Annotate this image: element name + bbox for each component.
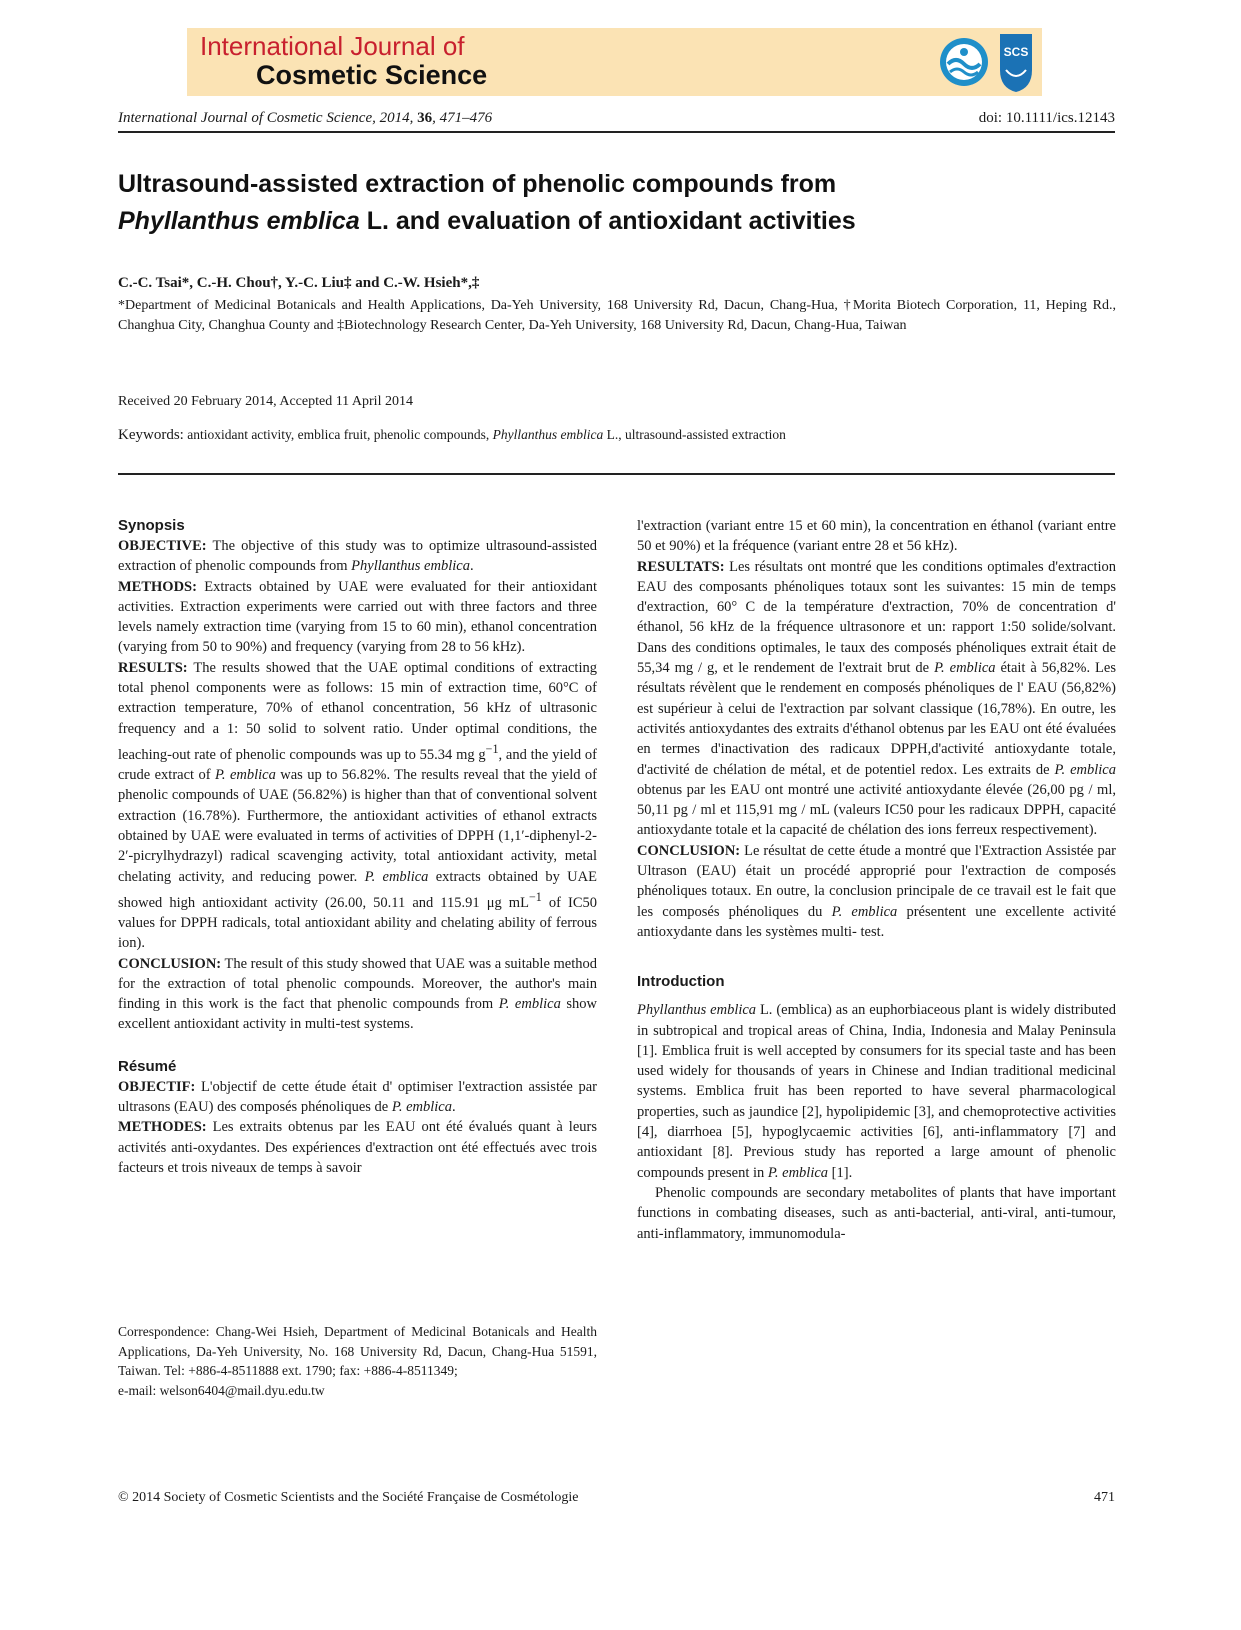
resume-methodes-cont: l'extraction (variant entre 15 et 60 min), la concentration en éthanol (variant entre 50 et 90%) et la fréquence (variant entre 28 et 56 kHz). bbox=[637, 518, 1116, 555]
introduction-paragraph-2: Phenolic compounds are secondary metabolites of plants that have important functions in combating diseases, such as anti-bacterial, anti-viral, anti-tumour, anti-inflammatory, immunomodula- bbox=[637, 1184, 1116, 1242]
copyright-footer: © 2014 Society of Cosmetic Scientists and the Société Française de Cosmétologie bbox=[118, 1490, 579, 1505]
resume-conclusion: CONCLUSION: Le résultat de cette étude a montré que l'Extraction Assistée par Ultrason (EAU) était un procédé approprié pour l'extraction de composés phénoliques totaux. En outre, la conclusion principale de ce travail est le fait que les composés phénoliques du P. emblica présentent une excellente activité antioxydante dans les systèmes multi- test. bbox=[637, 842, 1116, 940]
affiliations: *Department of Medicinal Botanicals and Health Applications, Da-Yeh University, 168 University Rd, Dacun, Chang-Hua, †Morita Biotech Corporation, 11, Heping Rd., Changhua City, Changhua County and ‡Biotechnology Research Center, Da-Yeh University, 168 University Rd, Dacun, Chang-Hua, Taiwan bbox=[118, 298, 1116, 333]
received-date: Received 20 February 2014, Accepted 11 April 2014 bbox=[118, 394, 413, 409]
doi: doi: 10.1111/ics.12143 bbox=[978, 110, 1115, 126]
resume-objectif: OBJECTIF: L'objectif de cette étude était d' optimiser l'extraction assistée par ultrasons (EAU) des composés phénoliques de P. emblica. bbox=[118, 1078, 597, 1116]
right-column bbox=[637, 516, 1116, 1244]
introduction-heading: Introduction bbox=[637, 973, 725, 991]
resume-methodes: METHODES: Les extraits obtenus par les EAU ont été évalués quant à leurs activités anti-oxydantes. Des expériences d'extraction ont été effectués avec trois facteurs et trois niveaux de temps à savoir bbox=[118, 1119, 597, 1176]
journal-name-line2: Cosmetic Science bbox=[256, 60, 488, 90]
email-link[interactable]: e-mail: welson6404@mail.dyu.edu.tw bbox=[118, 1383, 325, 1399]
left-column bbox=[118, 516, 597, 1178]
introduction-paragraph-1: Phyllanthus emblica L. (emblica) as an euphorbiaceous plant is widely distributed in subtropical and tropical areas of China, India, Indonesia and Malay Peninsula [1]. Emblica fruit is well accepted by consumers for its special taste and has been used widely for thousands of years in Chinese and Indian traditional medicinal systems. Emblica fruit has been reported to have several pharmacological properties, such as jaundice [2], hypolipidemic [3], and chemoprotective activities [4], diarrhoea [5], hypoglycaemic activities [6], anti-inflammatory [7] and antioxidant [8]. Previous study has reported a large amount of phenolic compounds present in P. emblica [1]. bbox=[637, 1002, 1116, 1181]
authors: C.-C. Tsai*, C.-H. Chou†, Y.-C. Liu‡ and C.-W. Hsieh*,‡ bbox=[118, 275, 480, 291]
article-title: Ultrasound-assisted extraction of phenolic compounds from Phyllanthus emblica L. and evaluation of antioxidant activities bbox=[118, 170, 856, 235]
section-rule bbox=[118, 473, 1115, 475]
synopsis-conclusion: CONCLUSION: The result of this study showed that UAE was a suitable method for the extraction of total phenolic compounds. Moreover, the author's main finding in this work is the fact that phenolic compounds from P. emblica show excellent antioxidant activity in multi-test systems. bbox=[118, 955, 597, 1033]
running-header: International Journal of Cosmetic Science, 2014, 36, 471–476 bbox=[118, 110, 493, 126]
journal-name-line1: International Journal of bbox=[200, 31, 465, 61]
page-number: 471 bbox=[1094, 1490, 1115, 1505]
ifscc-logo-icon bbox=[940, 30, 1040, 94]
synopsis-objective: OBJECTIVE: The objective of this study was to optimize ultrasound-assisted extraction of phenolic compounds from Phyllanthus emblica. bbox=[118, 538, 597, 575]
synopsis-methods: METHODS: Extracts obtained by UAE were evaluated for their antioxidant activities. Extraction experiments were carried out with three factors and three levels namely extraction time (varying from 15 to 60 min), ethanol concentration (varying from 50 to 90%) and frequency (varying from 28 to 56 kHz). bbox=[118, 578, 597, 656]
synopsis-results: RESULTS: The results showed that the UAE optimal conditions of extracting total phenol components were as follows: 15 min of extraction time, 60°C of extraction temperature, 70% of ethanol concentration, 56 kHz of ultrasonic frequency and a 1: 50 solid to solvent ratio. Under optimal conditions, the leaching-out rate of phenolic compounds was up to 55.34 mg $g^{-1}$, and the yield of crude extract of P. emblica was up to 56.82%. The results reveal that the yield of phenolic compounds of UAE (56.82%) is higher than that of conventional solvent extraction (16.78%). Furthermore, the antioxidant activities of ethanol extracts obtained by UAE were evaluated in terms of activities of DPPH (1,1′-diphenyl-2-2′-picrylhydrazyl) radical scavenging activity, total antioxidant activity, metal chelating activity, and reducing power. P. emblica extracts obtained by UAE showed high antioxidant activity (26.00, 50.11 and 115.91 μg $mL^{-1}$ of IC50 values for DPPH radicals, total antioxidant ability and chelating ability of ferrous ion). bbox=[118, 659, 597, 952]
scs-shield-icon bbox=[1000, 34, 1032, 92]
svg-text:SCS: SCS bbox=[1003, 45, 1029, 59]
header-rule bbox=[118, 131, 1115, 133]
synopsis-heading: Synopsis bbox=[118, 517, 185, 534]
keywords: Keywords: antioxidant activity, emblica fruit, phenolic compounds, Phyllanthus emblica L., ultrasound-assisted extraction bbox=[118, 427, 786, 443]
resume-resultats: RESULTATS: Les résultats ont montré que les conditions optimales d'extraction EAU des composants phénoliques totaux sont les suivantes: 15 min de temps d'extraction, 60° C de la température d'extraction, 70% de concentration d' éthanol, 56 kHz de la fréquence ultrasonore et un: rapport 1:50 solide/solvant. Dans des conditions optimales, le taux des composés phénoliques extrait était de 55,34 mg / g, et le rendement de l'extrait brut de P. emblica était à 56,82%. Les résultats révèlent que le rendement en composés phénoliques de l' EAU (56,82%) est supérieur à celui de l'extraction par solvant classique (16,78%). En outre, les activités antioxydantes des extraits d'éthanol obtenus par les EAU ont été évaluées en termes d'inactivation des radicaux DPPH,d'activité antioxydante totale, d'activité de chélation de métal, et de potentiel redox. Les extraits de P. emblica obtenus par les EAU ont montré une activité antioxydante élevée (26,00 pg / ml, 50,11 pg / ml et 115,91 mg / mL (valeurs IC50 pour les radicaux DPPH, capacité antioxydante totale et la capacité de chélation des ions ferreux respectivement). bbox=[637, 558, 1116, 839]
correspondence-note: Correspondence: Chang-Wei Hsieh, Department of Medicinal Botanicals and Health Applications, Da-Yeh University, No. 168 University Rd, Dacun, Chang-Hua 51591, Taiwan. Tel: +886-4-8511888 ext. 1790; fax: +886-4-8511349; e-mail: welson6404@mail.dyu.edu.tw bbox=[118, 1324, 597, 1399]
resume-heading: Résumé bbox=[118, 1057, 177, 1075]
society-logos bbox=[940, 30, 1040, 94]
